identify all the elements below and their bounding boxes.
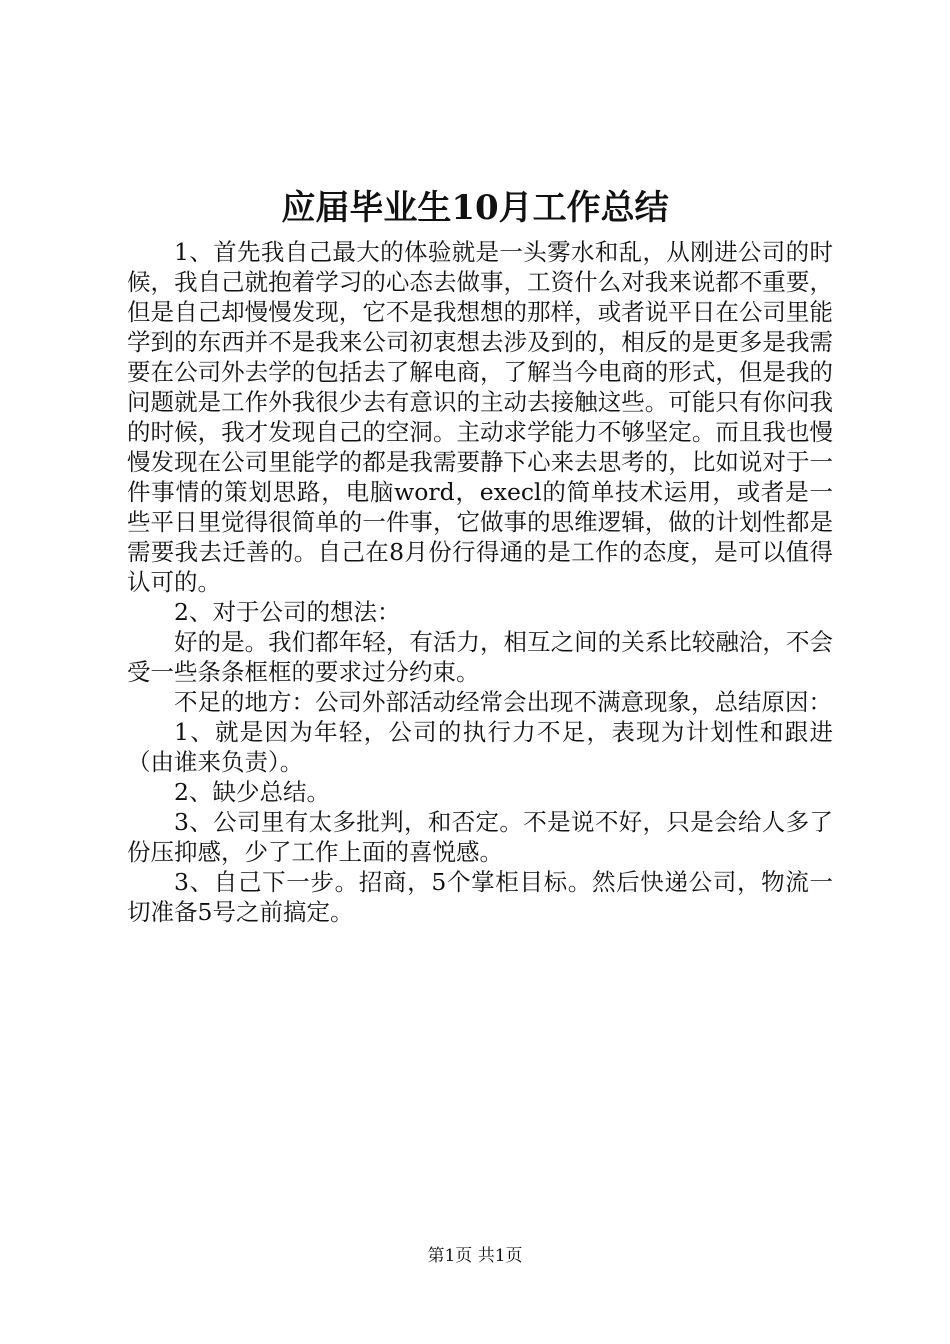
paragraph-4: 不足的地方：公司外部活动经常会出现不满意现象，总结原因：: [174, 688, 832, 716]
paragraph-1: 1、首先我自己最大的体验就是一头雾水和乱，从刚进公司的时候，我自己就抱着学习的心态去做事，工资什么对我来说都不重要，但是自己却慢慢发现，它不是我想想的那样，或者说平日在公司里能学到的东西并不是我来公司初衷想去涉及到的，相反的是更多是我需要在公司外去学的包括去了解电商，了解当今电商的形式，但是我的问题就是工作外我很少去有意识的主动去接触这些。可能只有你问我的时候，我才发现自己的空洞。主动求学能力不够坚定。而且我也慢慢发现在公司里能学的都是我需要静下心来去思考的，比如说对于一件事情的策划思路，电脑word，execl的简单技术运用，或者是一些平日里觉得很简单的一件事，它做事的思维逻辑，做的计划性都是需要我去迁善的。自己在8月份行得通的是工作的态度，是可以值得认可的。: [127, 238, 833, 596]
page-footer: 第1页 共1页: [427, 1246, 523, 1266]
paragraph-5: 1、就是因为年轻，公司的执行力不足，表现为计划性和跟进（由谁来负责）。: [127, 718, 833, 776]
paragraph-3: 好的是。我们都年轻，有活力，相互之间的关系比较融洽，不会受一些条条框框的要求过分约束。: [127, 628, 833, 686]
document-body: [127, 237, 833, 927]
paragraph-8: 3、自己下一步。招商，5个掌柜目标。然后快递公司，物流一切准备5号之前搞定。: [127, 868, 833, 926]
paragraph-7: 3、公司里有太多批判，和否定。不是说不好，只是会给人多了份压抑感，少了工作上面的喜悦感。: [127, 808, 833, 866]
paragraph-6: 2、缺少总结。: [174, 778, 330, 806]
paragraph-2: 2、对于公司的想法：: [174, 598, 401, 626]
document-title: 应届毕业生10月工作总结: [281, 188, 669, 228]
